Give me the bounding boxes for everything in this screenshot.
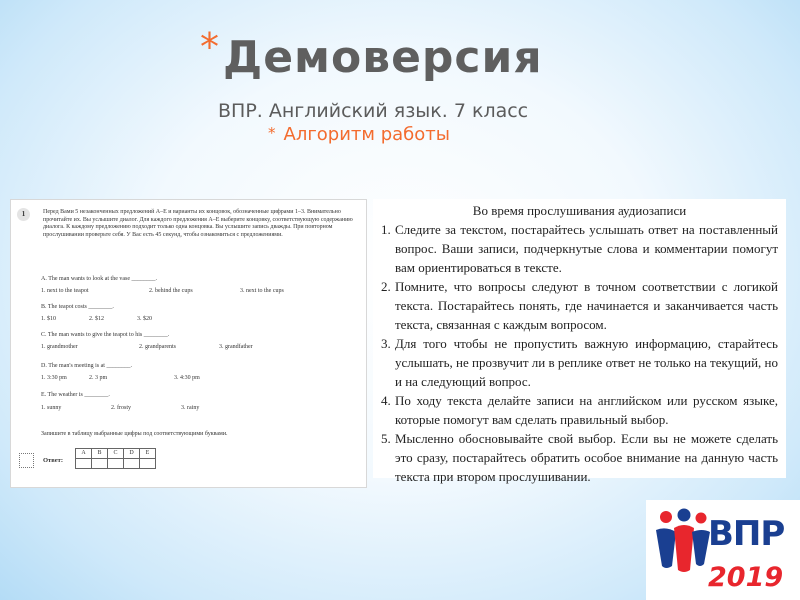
tips-title: Во время прослушивания аудиозаписи [472,203,687,218]
answer-cell [140,459,156,469]
asterisk-small-icon: * [268,124,276,142]
question-stem: B. The teapot costs ________. [41,304,114,310]
option: 1. $10 [41,315,56,322]
exam-sample-panel [10,199,367,488]
answer-col-header: B [92,449,108,459]
answer-table [75,448,156,469]
answer-col-header: E [140,449,156,459]
score-checkbox [19,453,34,468]
question-stem: D. The man's meeting is at ________. [41,363,132,369]
option: 1. sunny [41,404,62,411]
option: 3. grandfather [219,343,253,350]
page-subtitle: ВПР. Английский язык. 7 класс [218,100,529,122]
tip-item [381,334,778,391]
tip-number: 4. [381,393,391,408]
option: 1. grandmother [41,343,78,350]
question-b [41,304,361,323]
option: 3. rainy [181,404,200,411]
answer-cell [92,459,108,469]
tip-text: По ходу текста делайте записи на английском или русском языке, которые помогут вам сделать правильный выбор. [395,393,778,427]
option: 3. $20 [137,315,152,322]
answer-cell [76,459,92,469]
tip-text: Следите за текстом, постарайтесь услышать ответ на поставленный вопрос. Ваши записи, подчеркнутые слова и комментарии помогут вам ориентироваться в тексте. [395,222,778,275]
answer-col-header: D [124,449,140,459]
final-instruction: Запишите в таблицу выбранные цифры под соответствующими буквами. [41,431,228,437]
tip-number: 1. [381,222,391,237]
asterisk-icon: * [200,25,219,69]
tip-text: Помните, что вопросы следуют в точном соответствии с логикой текста. Постарайтесь понять, где начинается и заканчивается часть текста, связанная с каждым вопросом. [395,279,778,332]
answer-cell [108,459,124,469]
option: 2. behind the cups [149,287,193,294]
tip-text: Для того чтобы не пропустить важную информацию, старайтесь услышать, не прозвучит ли в реплике ответ не только на текущий, но и на следующий вопрос. [395,336,778,389]
vpr-logo-year: 2019 [708,562,784,593]
vpr-logo [646,500,800,600]
tip-number: 3. [381,336,391,351]
vpr-logo-text: ВПР [708,514,785,554]
option: 2. $12 [89,315,104,322]
question-d [41,363,361,382]
tip-number: 5. [381,431,391,446]
option: 1. next to the teapot [41,287,89,294]
option: 2. frosty [111,404,131,411]
option: 3. 4:30 pm [174,374,200,381]
task-number-badge: 1 [17,208,30,221]
page-title: Демоверсия [223,32,543,83]
option: 3. next to the cups [240,287,284,294]
tips-panel [373,199,786,484]
algorithm-row [268,124,450,145]
question-stem: A. The man wants to look at the vase ________. [41,276,158,282]
people-figures-logo-icon [650,508,712,578]
tip-item [381,277,778,334]
question-c [41,332,361,351]
answer-col-header: C [108,449,124,459]
option: 2. 3 pm [89,374,108,381]
algorithm-heading: Алгоритм работы [283,124,450,145]
option: 2. grandparents [139,343,176,350]
title-row [200,25,543,88]
tip-item [381,391,778,429]
answer-cell [124,459,140,469]
question-a [41,276,361,295]
answer-col-header: A [76,449,92,459]
question-stem: E. The weather is ________. [41,392,110,398]
question-stem: C. The man wants to give the teapot to his ________. [41,332,170,338]
tip-text: Мысленно обосновывайте свой выбор. Если вы не можете сделать это сразу, постарайтесь обратить особое внимание на данную часть текста при втором прослушивании. [395,431,778,484]
question-e [41,392,361,412]
task-instructions: Перед Вами 5 незаконченных предложений A–E и варианты их концовок, обозначенные цифрами 1–3. Внимательно прочитайте их. Вы услышите диалог. Для каждого предложения A–E выберите концовку, соответствующую содержанию диалога. К каждому предложению подходит только одна концовка. Вы услышите запись дважды. При повторном прослушивании проверьте себя. У Вас есть 45 секунд, чтобы ознакомиться с предложениями. [43,209,353,238]
tip-item [381,220,778,277]
option: 1. 3:30 pm [41,374,67,381]
tip-number: 2. [381,279,391,294]
tip-item [381,429,778,486]
answer-label: Ответ: [43,457,64,464]
